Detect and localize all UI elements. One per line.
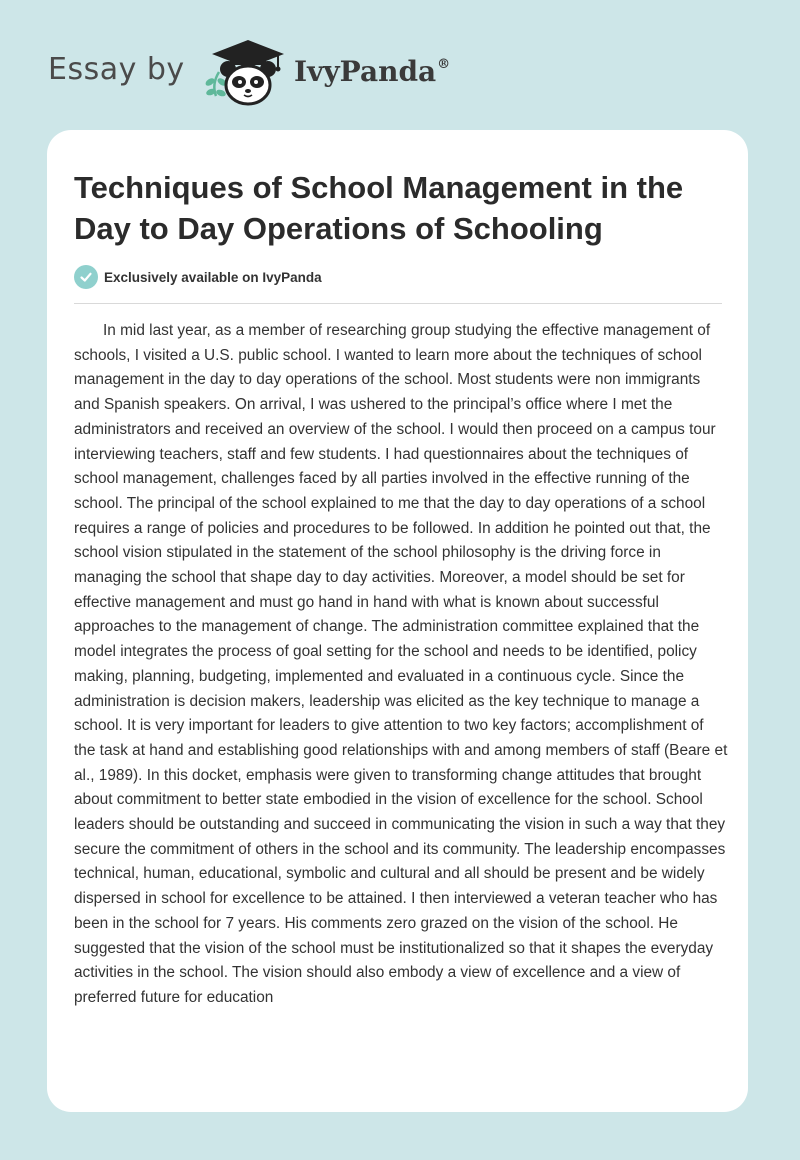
page-title: Techniques of School Management in the Day to Day Operations of Schooling <box>74 170 684 246</box>
essay-card <box>47 130 748 1112</box>
essay-by-label: Essay by <box>48 52 185 87</box>
essay-body: In mid last year, as a member of researching group studying the effective management of schools, I visited a U.S. public school. I wanted to learn more about the techniques of school management in the day to day operations of the school. Most students were non immigrants and Spanish speakers. On arrival, I was ushered to the principal’s office where I met the administrators and received an overview of the school. I would then proceed on a campus tour interviewing teachers, staff and few students. I had questionnaires about the techniques of school management, challenges faced by all parties involved in the effective running of the school. The principal of the school explained to me that the day to day operations of a school requires a range of policies and procedures to be followed. In addition he pointed out that, the school vision stipulated in the statement of the school philosophy is the driving force in managing the school that shape day to day activities. Moreover, a model should be set for effective management and must go hand in hand with what is known about successful approaches to the management of change. The administration committee explained that the model integrates the process of goal setting for the school and needs to be identified, policy making, planning, budgeting, implemented and evaluated in a continuous cycle. Since the administration is decision makers, leadership was elicited as the key technique to manage a school. It is very important for leaders to give attention to two key factors; accomplishment of the task at hand and establishing good relationships with and among members of staff (Beare et al., 1989). In this docket, emphasis were given to transforming change attitudes that brought about commitment to better state embodied in the vision of excellence for the school. School leaders should be outstanding and succeed in communicating the vision in such a way that they secure the commitment of others in the school and its community. The leadership encompasses technical, human, educational, symbolic and cultural and all should be present and be widely dispersed in school for excellence to be attained. I then interviewed a veteran teacher who has been in the school for 7 years. His comments zero grazed on the vision of the school. He suggested that the vision of the school must be institutionalized so that it shapes the everyday activities in the school. The vision should also embody a view of excellence and a view of preferred future for education <box>74 322 728 1006</box>
divider <box>74 303 722 304</box>
brand-name[interactable]: IvyPanda® <box>294 55 451 88</box>
exclusive-badge-label: Exclusively available on IvyPanda <box>104 269 322 285</box>
check-icon <box>74 265 98 289</box>
panda-graduate-icon[interactable] <box>200 38 296 108</box>
registered-mark: ® <box>437 57 451 72</box>
site-header <box>48 38 508 108</box>
exclusive-badge <box>74 264 322 290</box>
